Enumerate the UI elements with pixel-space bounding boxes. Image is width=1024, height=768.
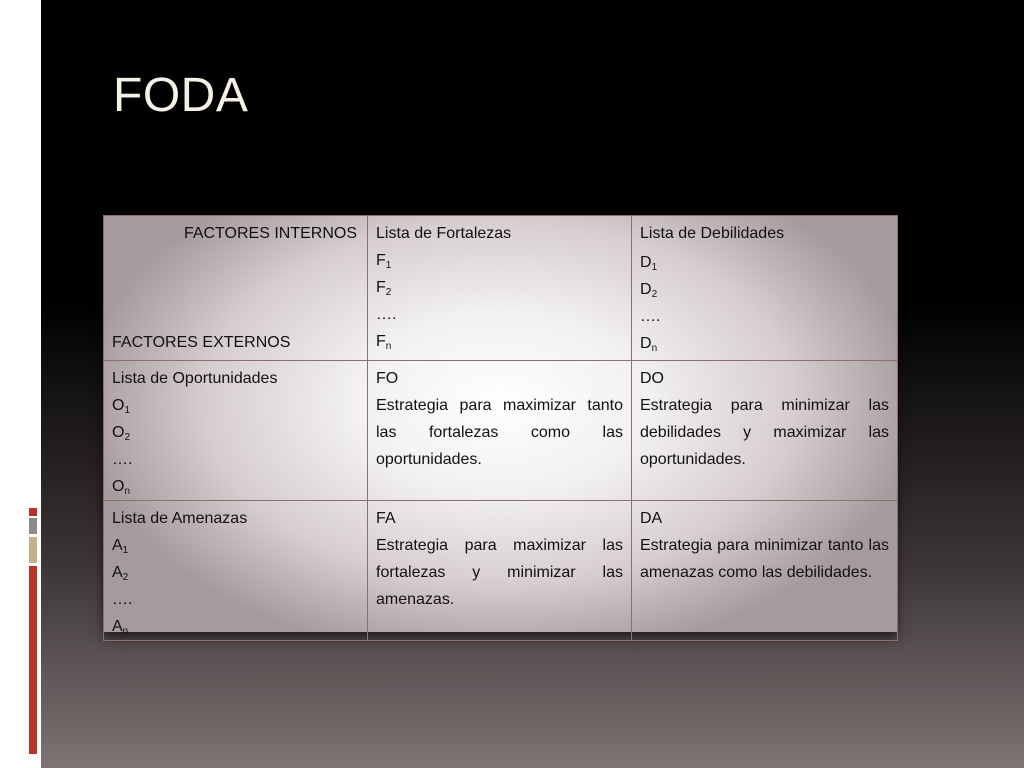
list-item: $D_1$ — [640, 254, 658, 273]
fa-strategy-text: Estrategia para maximizar las fortalezas y minimizar las amenazas. — [376, 537, 623, 608]
list-item: $A_n$ — [112, 618, 129, 637]
list-item: $O_2$ — [112, 424, 131, 443]
foda-table-container — [103, 215, 897, 637]
fo-code: FO — [376, 370, 399, 387]
da-strategy-text: Estrategia para minimizar tanto las amenazas como las debilidades. — [640, 537, 889, 581]
accent-bar-red-long — [29, 566, 37, 754]
accent-bar-gray — [29, 518, 37, 534]
cell-do — [632, 361, 898, 501]
factores-internos-label: FACTORES INTERNOS — [183, 225, 357, 242]
list-item: $D_n$ — [640, 335, 658, 354]
fortalezas-label: Lista de Fortalezas — [376, 225, 512, 242]
do-strategy-text: Estrategia para minimizar las debilidades y maximizar las oportunidades. — [640, 397, 889, 468]
list-item: $A_1$ — [112, 537, 129, 556]
cell-da — [632, 501, 898, 641]
debilidades-label: Lista de Debilidades — [640, 225, 785, 242]
accent-bar-tan — [29, 537, 37, 563]
list-item: $F_n$ — [376, 333, 392, 352]
accent-bar-red-small — [29, 508, 37, 516]
factores-externos-label: FACTORES EXTERNOS — [112, 334, 291, 351]
cell-fo — [368, 361, 632, 501]
cell-factores — [104, 216, 368, 361]
table-row-oportunidades — [104, 361, 898, 501]
cell-fortalezas — [368, 216, 632, 361]
table-row-header — [104, 216, 898, 361]
cell-oportunidades — [104, 361, 368, 501]
list-item: $A_2$ — [112, 564, 129, 583]
list-item: $O_n$ — [112, 478, 131, 497]
do-code: DO — [640, 370, 664, 387]
list-item: …. — [112, 591, 133, 608]
fa-code: FA — [376, 510, 396, 527]
fo-strategy-text: Estrategia para maximizar tanto las fortalezas como las oportunidades. — [376, 397, 623, 468]
list-item: $F_2$ — [376, 279, 392, 298]
cell-amenazas — [104, 501, 368, 641]
list-item: …. — [112, 451, 133, 468]
list-item: …. — [640, 308, 661, 325]
table-row-amenazas — [104, 501, 898, 641]
list-item: …. — [376, 306, 397, 323]
amenazas-label: Lista de Amenazas — [112, 510, 248, 527]
slide-title: FODA — [113, 69, 249, 122]
da-code: DA — [640, 510, 663, 527]
list-item: $O_1$ — [112, 397, 131, 416]
cell-debilidades — [632, 216, 898, 361]
list-item: $D_2$ — [640, 281, 658, 300]
list-item: $F_1$ — [376, 252, 392, 271]
foda-table — [103, 215, 898, 641]
oportunidades-label: Lista de Oportunidades — [112, 370, 278, 387]
cell-fa — [368, 501, 632, 641]
